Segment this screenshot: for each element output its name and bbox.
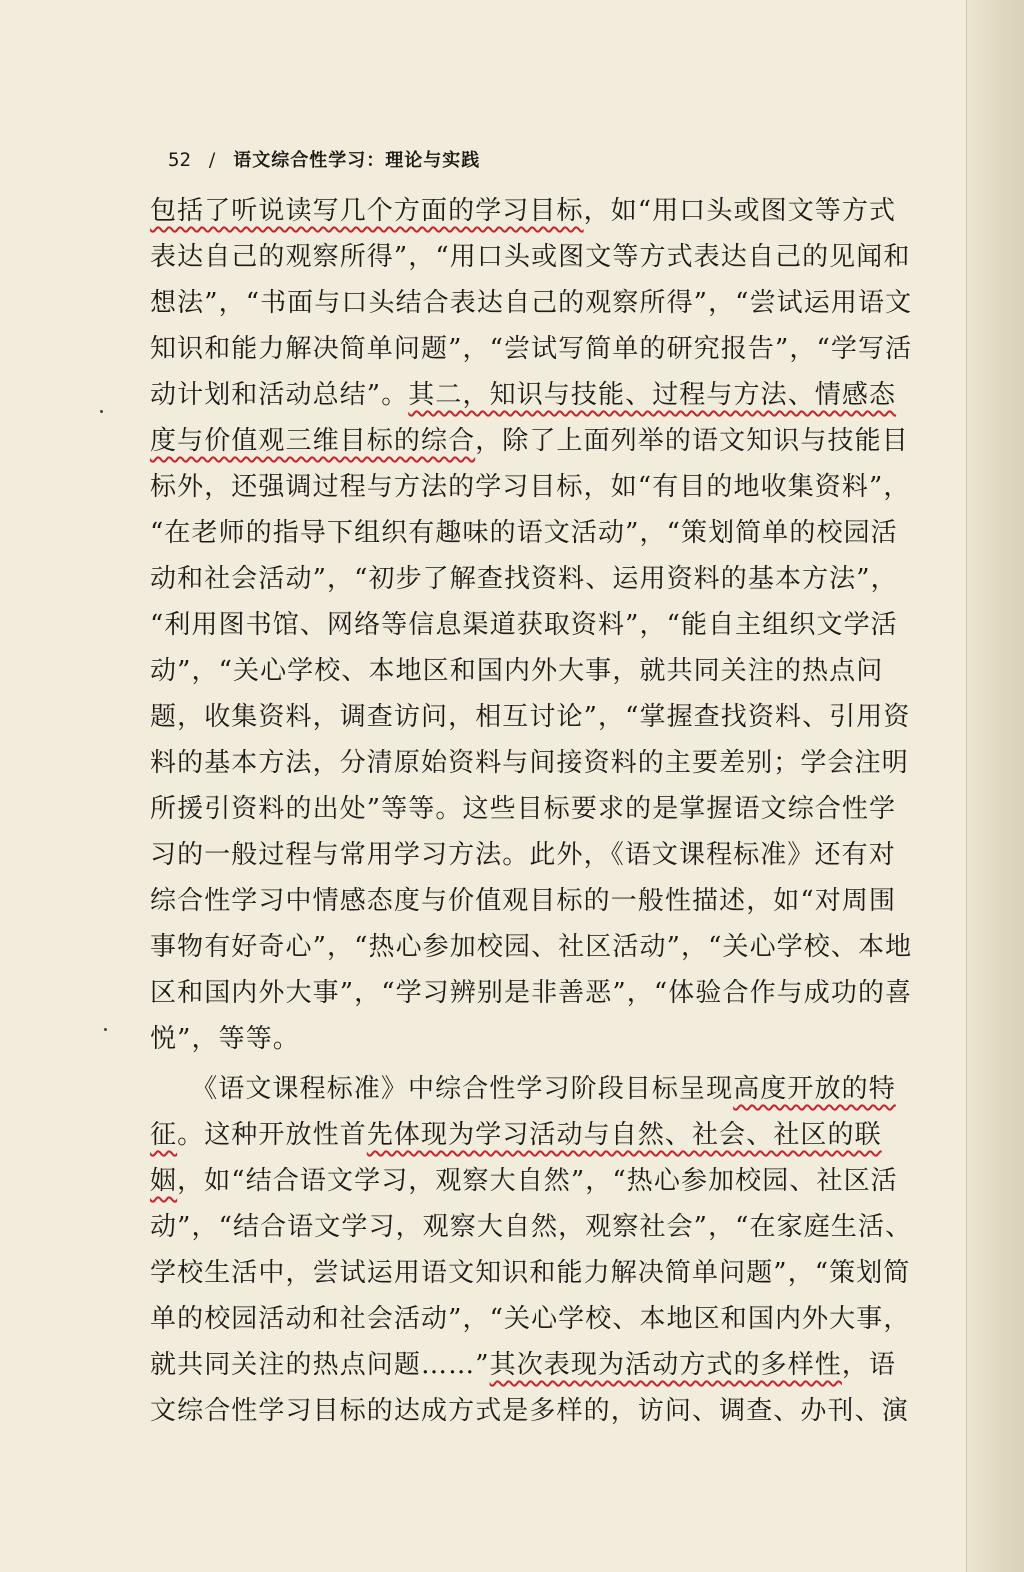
text-line (150, 1204, 950, 1250)
text-line (150, 188, 950, 234)
underlined-text: 高度开放的特 (733, 1074, 896, 1104)
underlined-text: 其次表现为活动方式的多样性 (489, 1350, 842, 1380)
text-line (150, 372, 950, 418)
text-segment: 动”，“结合语文学习，观察大自然，观察社会”，“在家庭生活、 (150, 1212, 913, 1242)
text-segment: 动和社会活动”，“初步了解查找资料、运用资料的基本方法”， (150, 564, 898, 594)
text-line (150, 326, 950, 372)
text-segment: 标外，还强调过程与方法的学习目标，如“有目的地收集资料”， (150, 472, 911, 502)
text-segment: 悦”，等等。 (150, 1024, 300, 1054)
running-header (168, 146, 950, 180)
text-segment: 想法”，“书面与口头结合表达自己的观察所得”，“尝试运用语文 (150, 288, 913, 318)
text-segment: “利用图书馆、网络等信息渠道获取资料”，“能自主组织文学活 (150, 610, 898, 640)
book-title: 语文综合性学习：理论与实践 (233, 150, 481, 171)
text-segment: 习的一般过程与常用学习方法。此外，《语文课程标准》还有对 (150, 840, 896, 870)
underlined-text: 其二，知识与技能、过程与方法、情感态 (408, 380, 897, 410)
text-line (150, 1158, 950, 1204)
ink-speck (100, 410, 103, 413)
text-line (150, 878, 950, 924)
page-edge (966, 0, 1024, 1572)
underlined-text: 包括了听说读写几个方面的学习目标 (150, 196, 584, 226)
ink-speck (104, 1028, 107, 1031)
text-segment: 题，收集资料，调查访问，相互讨论”，“掌握查找资料、引用资 (150, 702, 911, 732)
text-segment: ，如“结合语文学习，观察大自然”，“热心参加校园、社区活 (177, 1166, 898, 1196)
text-line (150, 1112, 950, 1158)
text-line (150, 1016, 950, 1062)
book-page (150, 146, 950, 1434)
text-segment: 文综合性学习目标的达成方式是多样的，访问、调查、办刊、演 (150, 1396, 909, 1426)
text-line (150, 694, 950, 740)
text-line (150, 1296, 950, 1342)
text-line (150, 1066, 950, 1112)
underlined-text: 度与价值观三维目标的综合 (150, 426, 476, 456)
text-line (150, 1250, 950, 1296)
text-segment: 区和国内外大事”，“学习辨别是非善恶”，“体验合作与成功的喜 (150, 978, 913, 1008)
text-line (150, 832, 950, 878)
text-segment: 动计划和活动总结”。 (150, 380, 409, 410)
underlined-text: 姻 (150, 1166, 178, 1196)
text-segment: 。这种开放性首 (177, 1120, 367, 1150)
text-line (150, 1342, 950, 1388)
text-line (150, 510, 950, 556)
text-segment: “在老师的指导下组织有趣味的语文活动”，“策划简单的校园活 (150, 518, 898, 548)
text-line (150, 464, 950, 510)
text-segment: ，语 (841, 1350, 897, 1380)
text-line (150, 924, 950, 970)
text-segment: 事物有好奇心”，“热心参加校园、社区活动”，“关心学校、本地 (150, 932, 913, 962)
text-line (150, 648, 950, 694)
text-segment: 学校生活中，尝试运用语文知识和能力解决简单问题”，“策划简 (150, 1258, 911, 1288)
text-line (150, 1388, 950, 1434)
body-text (150, 188, 950, 1434)
text-line (150, 234, 950, 280)
text-segment: 就共同关注的热点问题……” (150, 1350, 490, 1380)
text-line (150, 556, 950, 602)
text-segment: 《语文课程标准》中综合性学习阶段目标呈现 (150, 1074, 734, 1104)
text-line (150, 740, 950, 786)
page-number: 52 (168, 149, 191, 171)
text-line (150, 786, 950, 832)
text-segment: ，除了上面列举的语文知识与技能目 (475, 426, 909, 456)
text-segment: 表达自己的观察所得”，“用口头或图文等方式表达自己的见闻和 (150, 242, 911, 272)
underlined-text: 先体现为学习活动与自然、社会、社区的联 (366, 1120, 882, 1150)
text-line (150, 602, 950, 648)
text-segment: 单的校园活动和社会活动”，“关心学校、本地区和国内外大事， (150, 1304, 911, 1334)
text-segment: ，如“用口头或图文等方式 (583, 196, 897, 226)
text-segment: 料的基本方法，分清原始资料与间接资料的主要差别；学会注明 (150, 748, 909, 778)
header-separator: / (208, 149, 216, 171)
text-segment: 动”，“关心学校、本地区和国内外大事，就共同关注的热点问 (150, 656, 884, 686)
text-segment: 综合性学习中情感态度与价值观目标的一般性描述，如“对周围 (150, 886, 897, 916)
text-line (150, 418, 950, 464)
text-line (150, 280, 950, 326)
text-segment: 知识和能力解决简单问题”，“尝试写简单的研究报告”，“学写活 (150, 334, 913, 364)
underlined-text: 征 (150, 1120, 178, 1150)
text-line (150, 970, 950, 1016)
text-segment: 所援引资料的出处”等等。这些目标要求的是掌握语文综合性学 (150, 794, 897, 824)
